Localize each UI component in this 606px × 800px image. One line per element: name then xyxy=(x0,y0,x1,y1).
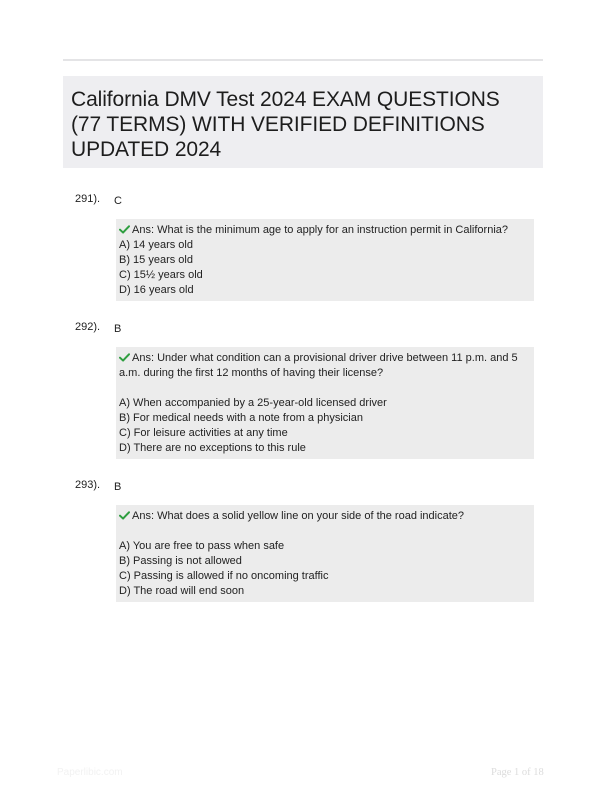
document-title: California DMV Test 2024 EXAM QUESTIONS (77 TERMS) WITH VERIFIED DEFINITIONS UPDATED 2024 xyxy=(71,88,500,161)
answer-box xyxy=(116,505,534,602)
prompt-text: Ans: What is the minimum age to apply for an instruction permit in California? xyxy=(132,224,508,236)
answer-prompt xyxy=(119,351,530,381)
answer-prompt xyxy=(119,223,530,238)
check-icon xyxy=(119,511,130,520)
answer-prompt xyxy=(119,509,530,524)
option-c: C) 15½ years old xyxy=(119,269,203,281)
question-answer-letter: B xyxy=(114,481,122,493)
option-c: C) Passing is allowed if no oncoming traffic xyxy=(119,570,329,582)
spacer xyxy=(119,381,530,396)
option-d: D) 16 years old xyxy=(119,284,194,296)
option-b: B) 15 years old xyxy=(119,254,193,266)
header-divider xyxy=(63,59,543,61)
prompt-text: Ans: What does a solid yellow line on your side of the road indicate? xyxy=(132,510,465,522)
option-c: C) For leisure activities at any time xyxy=(119,427,288,439)
option-b: B) Passing is not allowed xyxy=(119,555,242,567)
option-a: A) 14 years old xyxy=(119,239,193,251)
check-icon xyxy=(119,225,130,234)
option-a: A) You are free to pass when safe xyxy=(119,540,285,552)
option-d: D) There are no exceptions to this rule xyxy=(119,442,306,454)
option-b: B) For medical needs with a note from a physician xyxy=(119,412,363,424)
question-number: 292). xyxy=(75,321,101,333)
check-icon xyxy=(119,353,130,362)
option-d: D) The road will end soon xyxy=(119,585,245,597)
option-a: A) When accompanied by a 25-year-old licensed driver xyxy=(119,397,387,409)
answer-box xyxy=(116,347,534,459)
footer-watermark: Paperlibic.com xyxy=(57,767,123,778)
question-answer-letter: B xyxy=(114,323,122,335)
spacer xyxy=(119,524,530,539)
question-answer-letter: C xyxy=(114,195,122,207)
answer-box xyxy=(116,219,534,301)
title-banner xyxy=(63,76,543,168)
prompt-text: Ans: Under what condition can a provisional driver drive between 11 p.m. and 5 a.m. during the first 12 months of having their license? xyxy=(119,352,518,379)
question-number: 291). xyxy=(75,193,101,205)
page-indicator: Page 1 of 18 xyxy=(491,767,544,778)
question-number: 293). xyxy=(75,479,101,491)
